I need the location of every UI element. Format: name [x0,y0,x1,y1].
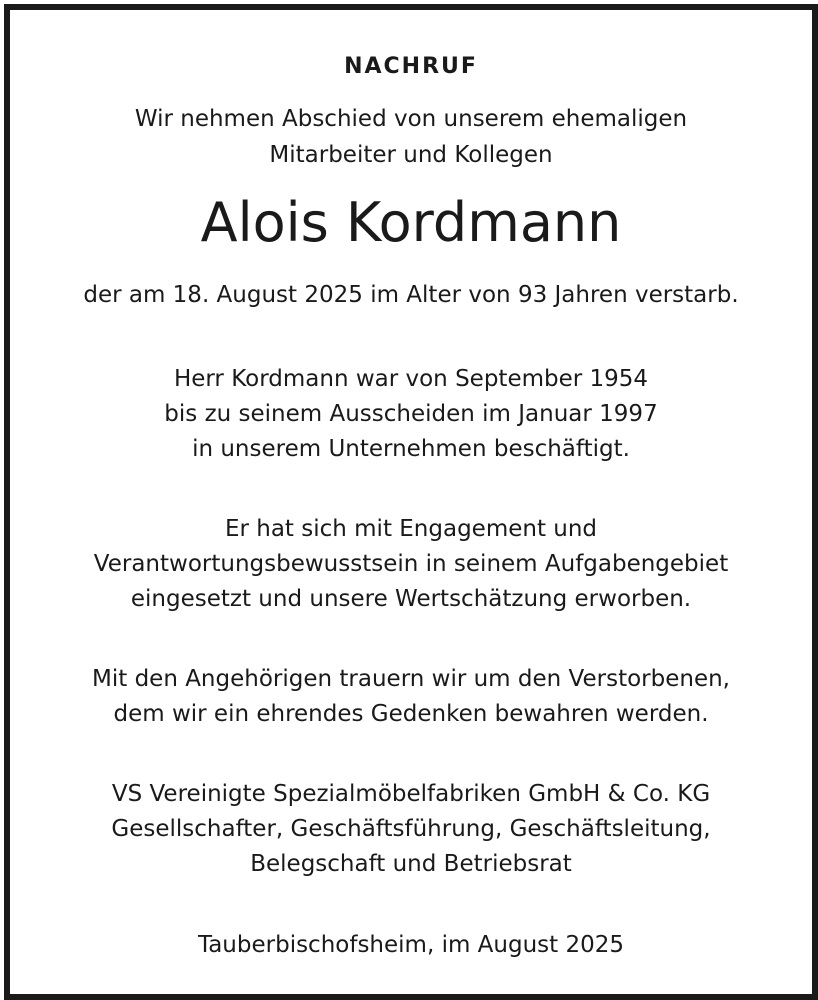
obituary-notice [4,4,818,1000]
employment-line-3: in unserem Unternehmen beschäftigt. [192,436,630,462]
intro-line-1: Wir nehmen Abschied von unserem ehemaligen [134,106,688,132]
notice-heading: NACHRUF [344,54,478,79]
place-and-date: Tauberbischofsheim, im August 2025 [197,932,625,958]
signature-line-2: Gesellschafter, Geschäftsführung, Geschäftsleitung, [111,816,711,842]
mourning-line-1: Mit den Angehörigen trauern wir um den Verstorbenen, [92,666,730,692]
employment-line-1: Herr Kordmann war von September 1954 [173,366,649,392]
employment-line-2: bis zu seinem Ausscheiden im Januar 1997 [164,401,658,427]
mourning-line-2: dem wir ein ehrendes Gedenken bewahren werden. [113,701,709,727]
company-name: VS Vereinigte Spezialmöbelfabriken GmbH & Co. KG [111,781,711,807]
appreciation-line-3: eingesetzt und unsere Wertschätzung erworben. [130,586,692,612]
deceased-name: Alois Kordmann [200,191,622,254]
appreciation-line-2: Verantwortungsbewusstsein in seinem Aufgabengebiet [93,551,729,577]
appreciation-line-1: Er hat sich mit Engagement und [224,516,598,542]
signature-line-3: Belegschaft und Betriebsrat [250,851,572,877]
intro-line-2: Mitarbeiter und Kollegen [269,142,553,168]
death-date-line: der am 18. August 2025 im Alter von 93 Jahren verstarb. [83,282,739,308]
